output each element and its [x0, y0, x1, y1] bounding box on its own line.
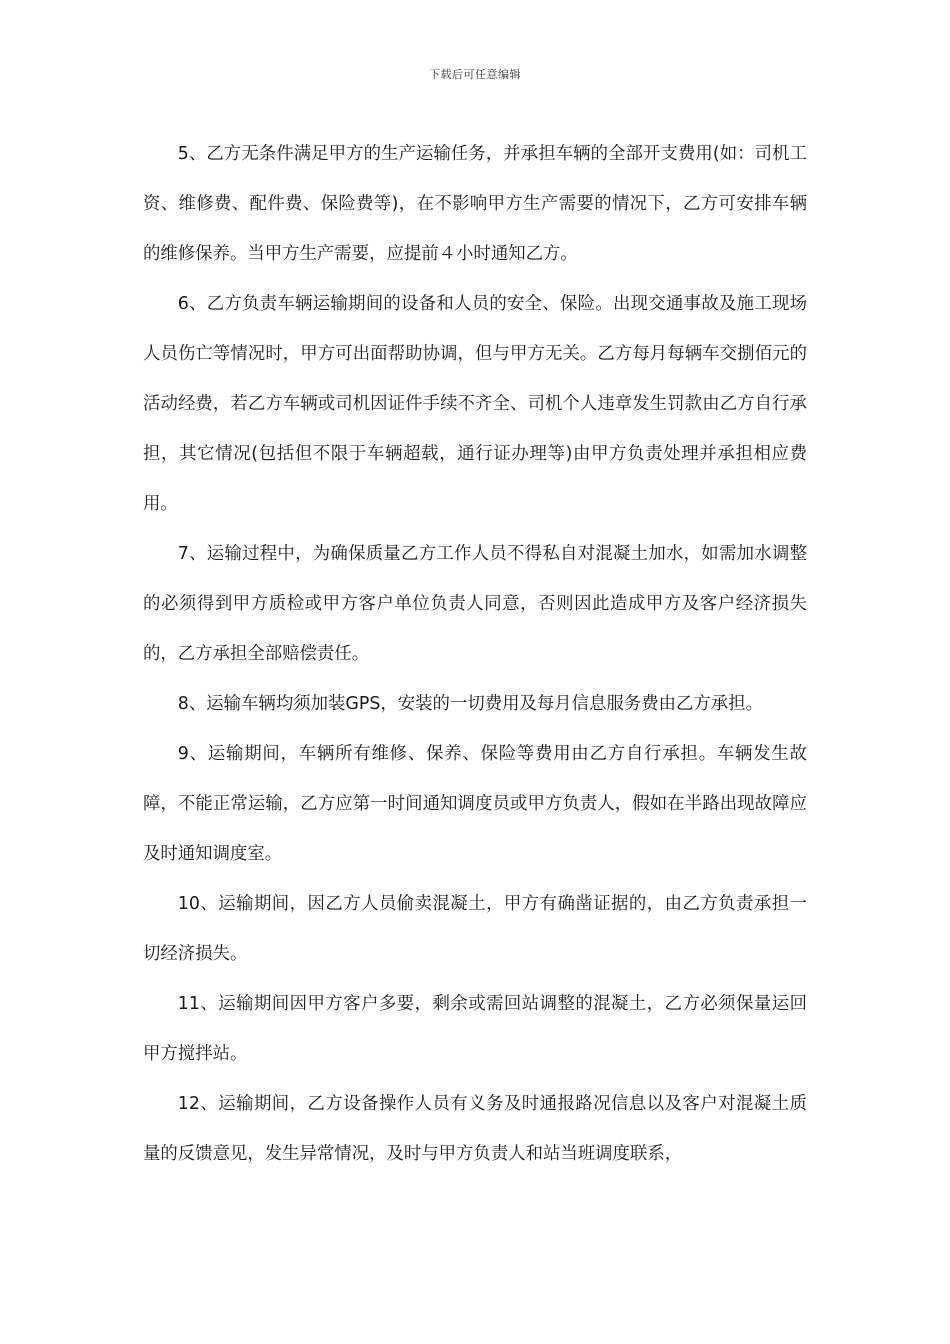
clause-5: 5、乙方无条件满足甲方的生产运输任务，并承担车辆的全部开支费用(如：司机工资、维修费、配件费、保险费等)，在不影响甲方生产需要的情况下，乙方可安排车辆的维修保养。当甲方生产需要，应提前４小时通知乙方。: [143, 144, 807, 264]
document-body: [143, 129, 807, 1179]
clause-6: 6、乙方负责车辆运输期间的设备和人员的安全、保险。出现交通事故及施工现场人员伤亡等情况时，甲方可出面帮助协调，但与甲方无关。乙方每月每辆车交捌佰元的活动经费，若乙方车辆或司机因证件手续不齐全、司机个人违章发生罚款由乙方自行承担，其它情况(包括但不限于车辆超载，通行证办理等)由甲方负责处理并承担相应费用。: [143, 294, 807, 514]
clause-11: 11、运输期间因甲方客户多要，剩余或需回站调整的混凝土，乙方必须保量运回甲方搅拌站。: [143, 994, 807, 1064]
clause-12: 12、运输期间，乙方设备操作人员有义务及时通报路况信息以及客户对混凝土质量的反馈意见，发生异常情况，及时与甲方负责人和站当班调度联系，: [143, 1094, 807, 1164]
clause-7: 7、运输过程中，为确保质量乙方工作人员不得私自对混凝土加水，如需加水调整的必须得到甲方质检或甲方客户单位负责人同意，否则因此造成甲方及客户经济损失的，乙方承担全部赔偿责任。: [143, 544, 807, 664]
page-header: 下载后可任意编辑: [429, 68, 521, 81]
clause-10: 10、运输期间，因乙方人员偷卖混凝土，甲方有确凿证据的，由乙方负责承担一切经济损失。: [143, 894, 807, 964]
clause-9: 9、运输期间，车辆所有维修、保养、保险等费用由乙方自行承担。车辆发生故障，不能正常运输，乙方应第一时间通知调度员或甲方负责人，假如在半路出现故障应及时通知调度室。: [143, 744, 807, 864]
clause-8: 8、运输车辆均须加装GPS，安装的一切费用及每月信息服务费由乙方承担。: [177, 694, 763, 714]
